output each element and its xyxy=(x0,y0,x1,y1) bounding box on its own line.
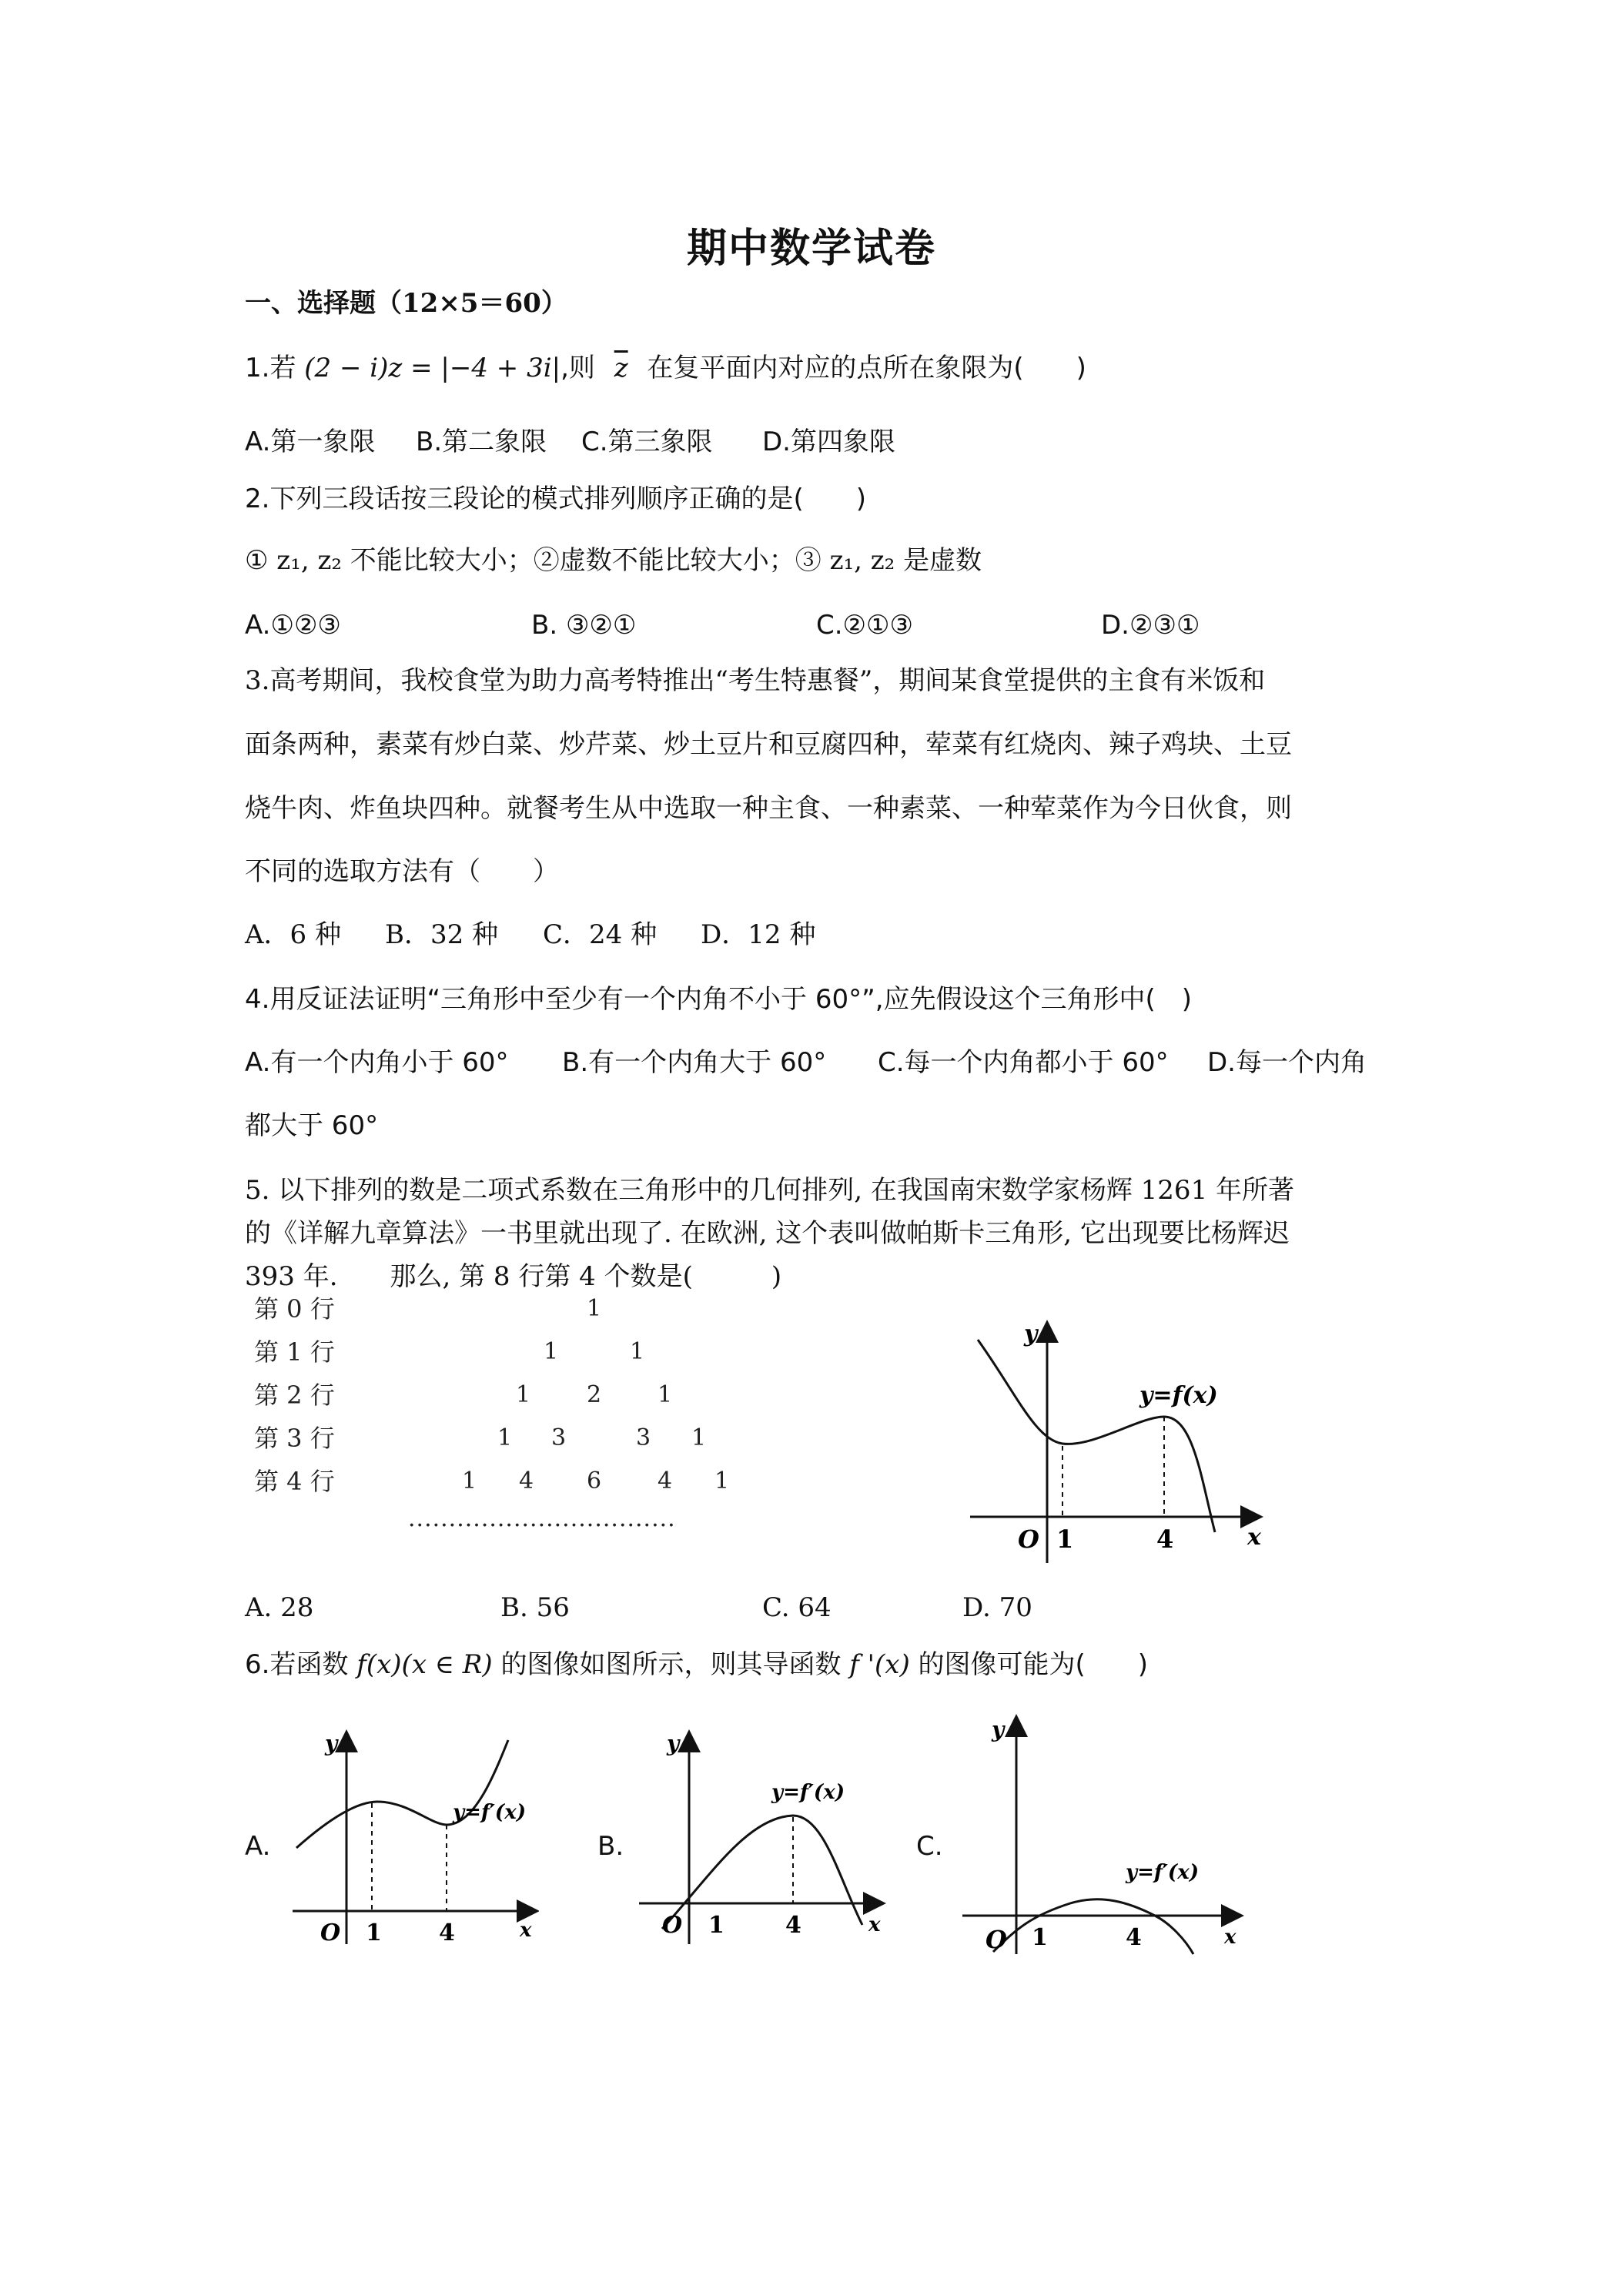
tick-label: 1 xyxy=(708,1912,724,1939)
graph-option-b xyxy=(631,1725,893,1948)
origin-label: O xyxy=(320,1919,341,1946)
y-label: y xyxy=(325,1731,338,1756)
y-label: y xyxy=(667,1731,680,1756)
question-3-line-1: 3.高考期间，我校食堂为助力高考特推出“考生特惠餐”，期间某食堂提供的主食有米饭和 xyxy=(245,665,1266,696)
q4-option-b: B.有一个内角大于 60° xyxy=(562,1047,827,1078)
graph-f-of-x xyxy=(962,1309,1270,1571)
pascal-triangle xyxy=(254,1294,808,1555)
tick-label: 1 xyxy=(366,1919,382,1946)
curve-label: y=f(x) xyxy=(1139,1382,1218,1409)
x-label: x xyxy=(520,1919,532,1942)
q2-option-a: A.①②③ xyxy=(245,610,341,641)
question-3-line-2: 面条两种，素菜有炒白菜、炒芹菜、炒土豆片和豆腐四种，荤菜有红烧肉、辣子鸡块、土豆 xyxy=(245,729,1292,760)
tick-label: 4 xyxy=(1126,1924,1142,1951)
pascal-number: 6 xyxy=(587,1468,602,1494)
question-2-statement: ① z₁, z₂ 不能比较大小；②虚数不能比较大小；③ z₁, z₂ 是虚数 xyxy=(245,545,982,576)
q1-prefix: 1.若 xyxy=(245,353,296,383)
q1-option-a: A.第一象限 xyxy=(245,427,376,457)
pascal-number: 3 xyxy=(551,1424,567,1451)
question-5-line-3: 393 年. 那么, 第 8 行第 4 个数是( ) xyxy=(245,1261,782,1292)
q4-option-a: A.有一个内角小于 60° xyxy=(245,1047,509,1078)
tick-label: 4 xyxy=(1156,1525,1174,1554)
q6-option-b-label: B. xyxy=(597,1831,624,1862)
q3-option-a: A．6 种 xyxy=(245,919,341,950)
pascal-number: 1 xyxy=(714,1468,730,1494)
pascal-row-label: 第 2 行 xyxy=(254,1381,335,1410)
q5-option-c: C. 64 xyxy=(762,1592,832,1623)
x-label: x xyxy=(1247,1524,1261,1551)
q2-option-c: C.②①③ xyxy=(816,610,913,641)
section-label: 一、选择题 xyxy=(245,288,376,319)
pascal-row-label: 第 3 行 xyxy=(254,1424,335,1453)
curve-label: y=f′(x) xyxy=(453,1801,527,1824)
q1-option-b: B.第二象限 xyxy=(416,427,547,457)
curve-a xyxy=(296,1740,508,1848)
q4-option-c: C.每一个内角都小于 60° xyxy=(878,1047,1169,1078)
q1-formula: (2 − i)z = |−4 + 3i| xyxy=(304,353,561,383)
q6-prefix: 6.若函数 xyxy=(245,1649,349,1680)
x-label: x xyxy=(868,1913,881,1936)
q6-fpx: f '(x) xyxy=(849,1649,910,1680)
section-header xyxy=(245,286,567,320)
curve-label: y=f′(x) xyxy=(771,1781,845,1804)
q1-suffix: 在复平面内对应的点所在象限为( ) xyxy=(647,353,1086,383)
q1-option-d: D.第四象限 xyxy=(762,427,895,457)
q3-option-c: C．24 种 xyxy=(543,919,658,950)
pascal-number: 1 xyxy=(462,1468,477,1494)
pascal-number: 1 xyxy=(544,1338,559,1365)
tick-label: 4 xyxy=(785,1912,801,1939)
q6-suffix: 的图像可能为( ) xyxy=(918,1649,1149,1680)
pascal-number: 1 xyxy=(630,1338,645,1365)
tick-label: 1 xyxy=(1056,1525,1074,1554)
pascal-row-label: 第 4 行 xyxy=(254,1467,335,1496)
q2-option-d: D.②③① xyxy=(1101,610,1200,641)
pascal-number: 1 xyxy=(587,1295,602,1322)
q6-mid: 的图像如图所示，则其导函数 xyxy=(500,1649,842,1680)
pascal-number: 1 xyxy=(691,1424,707,1451)
q3-option-b: B．32 种 xyxy=(385,919,499,950)
pascal-number: 1 xyxy=(658,1381,673,1408)
tick-label: 1 xyxy=(1032,1924,1048,1951)
question-5-line-2: 的《详解九章算法》一书里就出现了. 在欧洲, 这个表叫做帕斯卡三角形, 它出现要比杨辉迟 xyxy=(245,1218,1290,1249)
graph-option-c xyxy=(955,1709,1247,1956)
q3-option-d: D．12 种 xyxy=(701,919,816,950)
q1-zbar: $\overline{z}$ xyxy=(614,353,628,383)
origin-label: O xyxy=(986,1925,1007,1954)
curve-label: y=f′(x) xyxy=(1126,1861,1200,1884)
question-3-line-4: 不同的选取方法有（ ） xyxy=(245,856,559,887)
section-score: （12×5＝60） xyxy=(376,288,567,319)
q4-option-d: D.每一个内角 xyxy=(1207,1047,1367,1078)
origin-label: O xyxy=(1018,1525,1039,1554)
origin-label: O xyxy=(662,1912,683,1939)
q1-mid: ,则 xyxy=(561,353,595,383)
y-label: y xyxy=(992,1717,1005,1742)
page-title: 期中数学试卷 xyxy=(686,225,936,272)
pascal-number: 2 xyxy=(587,1381,602,1408)
q5-option-d: D. 70 xyxy=(962,1592,1032,1623)
curve-c xyxy=(993,1899,1193,1954)
y-label: y xyxy=(1024,1320,1038,1347)
pascal-number: 1 xyxy=(516,1381,531,1408)
pascal-number: 3 xyxy=(636,1424,651,1451)
q4-continuation: 都大于 60° xyxy=(245,1110,379,1141)
pascal-row-label: 第 1 行 xyxy=(254,1337,335,1367)
q5-option-b: B. 56 xyxy=(500,1592,570,1623)
q6-fx: f(x)(x ∈ R) xyxy=(356,1649,493,1680)
question-6-stem xyxy=(245,1648,1148,1682)
question-1-stem xyxy=(245,351,1086,385)
question-5-line-1: 5. 以下排列的数是二项式系数在三角形中的几何排列, 在我国南宋数学家杨辉 1261 年所著 xyxy=(245,1175,1295,1206)
tick-label: 4 xyxy=(439,1919,455,1946)
pascal-number: 1 xyxy=(497,1424,513,1451)
x-label: x xyxy=(1224,1926,1236,1949)
q1-option-c: C.第三象限 xyxy=(581,427,713,457)
question-3-line-3: 烧牛肉、炸鱼块四种。就餐考生从中选取一种主食、一种素菜、一种荤菜作为今日伙食，则 xyxy=(245,793,1292,824)
question-4-stem: 4.用反证法证明“三角形中至少有一个内角不小于 60°”,应先假设这个三角形中( ) xyxy=(245,984,1193,1015)
q2-option-b: B. ③②① xyxy=(531,610,637,641)
q5-option-a: A. 28 xyxy=(245,1592,314,1623)
curve-b xyxy=(662,1816,862,1929)
pascal-row-label: 第 0 行 xyxy=(254,1294,335,1324)
question-2-stem: 2.下列三段话按三段论的模式排列顺序正确的是( ) xyxy=(245,484,866,514)
pascal-ellipsis: ································· xyxy=(408,1512,676,1539)
q6-option-c-label: C. xyxy=(916,1831,943,1862)
pascal-number: 4 xyxy=(519,1468,534,1494)
q6-option-a-label: A. xyxy=(245,1831,271,1862)
curve-f xyxy=(978,1340,1215,1532)
graph-option-a xyxy=(285,1725,539,1948)
pascal-number: 4 xyxy=(658,1468,673,1494)
